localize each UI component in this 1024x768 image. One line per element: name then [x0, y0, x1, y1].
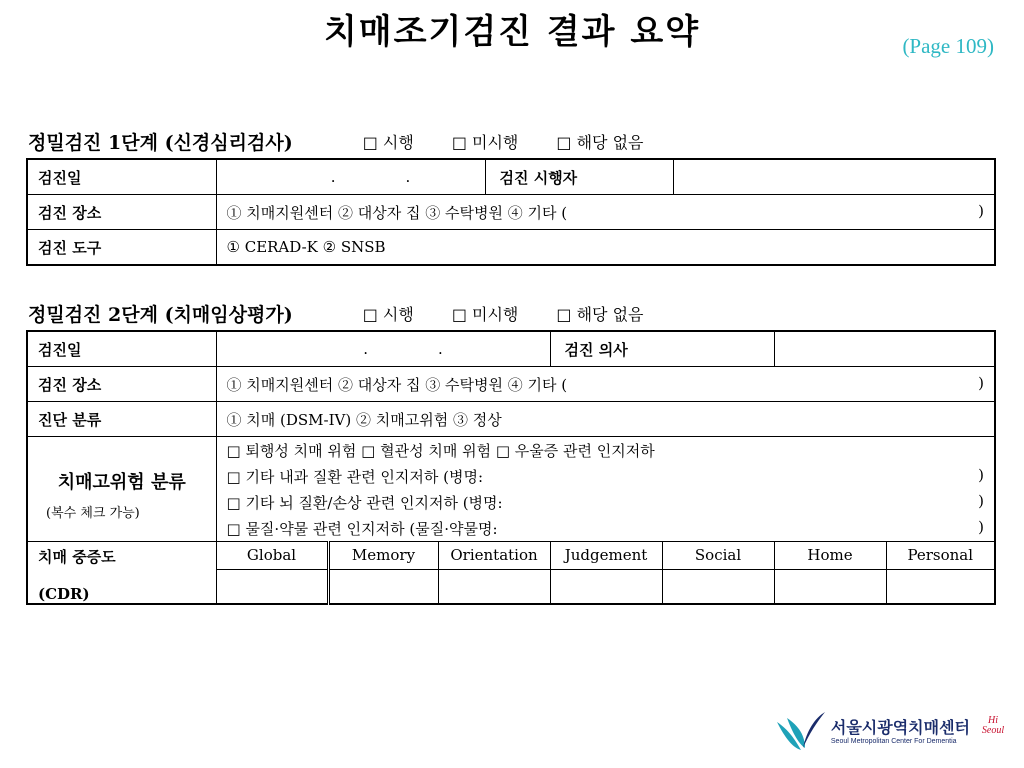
stage2-cdr-header-row	[27, 542, 995, 570]
stage1-heading: 정밀검진 1단계 (신경심리검사)	[28, 132, 293, 154]
document-title: 치매조기검진 결과 요약	[323, 12, 701, 52]
stage2-place-field[interactable]	[216, 367, 995, 402]
hi-seoul-seal: Hi Seoul	[981, 715, 1005, 736]
stage2-risk-label-cell	[27, 437, 216, 542]
logo-korean-name: 서울시광역치매센터	[830, 718, 970, 737]
stage1-option-na[interactable]: □ 해당 없음	[556, 133, 644, 152]
cdr-col-social: Social	[662, 542, 774, 570]
stage2-risk-line-3-cell[interactable]	[216, 489, 995, 515]
cdr-value-social[interactable]	[662, 569, 774, 604]
stage2-cdr-sublabel: (CDR)	[38, 585, 90, 603]
date-separator: .	[363, 340, 369, 358]
organization-logo	[775, 708, 1010, 752]
stage2-heading: 정밀검진 2단계 (치매임상평가)	[28, 304, 293, 326]
stage2-place-row	[27, 367, 995, 402]
date-separator: .	[438, 340, 443, 358]
closing-paren: )	[978, 517, 984, 536]
cdr-value-orientation[interactable]	[438, 569, 550, 604]
closing-paren: )	[978, 201, 984, 220]
swoosh-logo-icon	[775, 708, 827, 752]
date-separator: .	[330, 168, 336, 186]
stage2-date-row	[27, 331, 995, 367]
cdr-col-home: Home	[774, 542, 886, 570]
stage2-heading-row	[28, 300, 682, 327]
stage2-risk-line-2-cell[interactable]	[216, 463, 995, 489]
stage2-place-label: 검진 장소	[27, 367, 216, 402]
stage2-table	[26, 330, 996, 605]
stage1-heading-row	[28, 128, 682, 155]
cdr-value-global[interactable]	[216, 569, 328, 604]
closing-paren: )	[978, 373, 984, 392]
stage1-status-options	[363, 130, 682, 153]
closing-paren: )	[978, 465, 984, 484]
stage2-risk-line-4[interactable]: □ 물질·약물 관련 인지저하 (물질·약물명:	[226, 519, 498, 538]
stage1-option-done[interactable]: □ 시행	[362, 133, 414, 152]
stage2-risk-label: 치매고위험 분류	[57, 471, 186, 493]
stage1-tool-options[interactable]: ① CERAD-K ② SNSB	[216, 230, 995, 266]
stage1-date-field[interactable]	[216, 159, 485, 195]
cdr-col-orientation: Orientation	[438, 542, 550, 570]
stage2-risk-sublabel: (복수 체크 가능)	[46, 505, 140, 521]
stage2-risk-line-4-cell[interactable]	[216, 515, 995, 542]
stage1-examiner-field[interactable]	[673, 159, 995, 195]
stage1-tool-label: 검진 도구	[27, 230, 216, 266]
stage1-tool-row	[27, 230, 995, 266]
stage1-place-label: 검진 장소	[27, 195, 216, 230]
stage1-table	[26, 158, 996, 266]
stage2-option-done[interactable]: □ 시행	[362, 305, 414, 324]
cdr-value-judgement[interactable]	[550, 569, 662, 604]
cdr-value-home[interactable]	[774, 569, 886, 604]
stage2-doctor-label: 검진 의사	[550, 331, 774, 367]
stage2-risk-row-1	[27, 437, 995, 464]
closing-paren: )	[978, 491, 984, 510]
stage2-cdr-label: 치매 중증도	[38, 548, 116, 566]
cdr-value-personal[interactable]	[886, 569, 995, 604]
stage2-risk-line-3[interactable]: □ 기타 뇌 질환/손상 관련 인지저하 (병명:	[226, 493, 503, 512]
stage1-place-field[interactable]	[216, 195, 995, 230]
stage1-examiner-label: 검진 시행자	[485, 159, 673, 195]
stage2-status-options	[363, 302, 682, 325]
stage2-risk-line-1[interactable]: □ 퇴행성 치매 위험 □ 혈관성 치매 위험 □ 우울증 관련 인지저하	[216, 437, 995, 464]
stage2-diag-options[interactable]: ① 치매 (DSM-IV) ② 치매고위험 ③ 정상	[216, 402, 995, 437]
stage1-date-row	[27, 159, 995, 195]
stage2-cdr-label-cell	[27, 542, 216, 605]
date-separator: .	[405, 168, 411, 186]
logo-text	[831, 715, 970, 745]
page-reference: (Page 109)	[902, 34, 994, 58]
logo-english-name: Seoul Metropolitan Center For Dementia	[830, 738, 957, 745]
cdr-col-global: Global	[216, 542, 328, 570]
stage2-diag-row	[27, 402, 995, 437]
stage1-date-label: 검진일	[27, 159, 216, 195]
stage2-doctor-field[interactable]	[774, 331, 995, 367]
stage1-place-options[interactable]: ① 치매지원센터 ② 대상자 집 ③ 수탁병원 ④ 기타 (	[226, 203, 568, 222]
stage2-diag-label: 진단 분류	[27, 402, 216, 437]
stage2-date-label: 검진일	[27, 331, 216, 367]
stage2-risk-line-2[interactable]: □ 기타 내과 질환 관련 인지저하 (병명:	[226, 467, 484, 486]
stage1-place-row	[27, 195, 995, 230]
stage2-option-not-done[interactable]: □ 미시행	[451, 305, 519, 324]
cdr-col-memory: Memory	[328, 542, 438, 570]
stage1-option-not-done[interactable]: □ 미시행	[451, 133, 519, 152]
stage2-option-na[interactable]: □ 해당 없음	[556, 305, 644, 324]
cdr-value-memory[interactable]	[328, 569, 438, 604]
cdr-col-judgement: Judgement	[550, 542, 662, 570]
stage2-place-options[interactable]: ① 치매지원센터 ② 대상자 집 ③ 수탁병원 ④ 기타 (	[226, 375, 568, 394]
cdr-col-personal: Personal	[886, 542, 995, 570]
stage2-date-field[interactable]	[216, 331, 550, 367]
